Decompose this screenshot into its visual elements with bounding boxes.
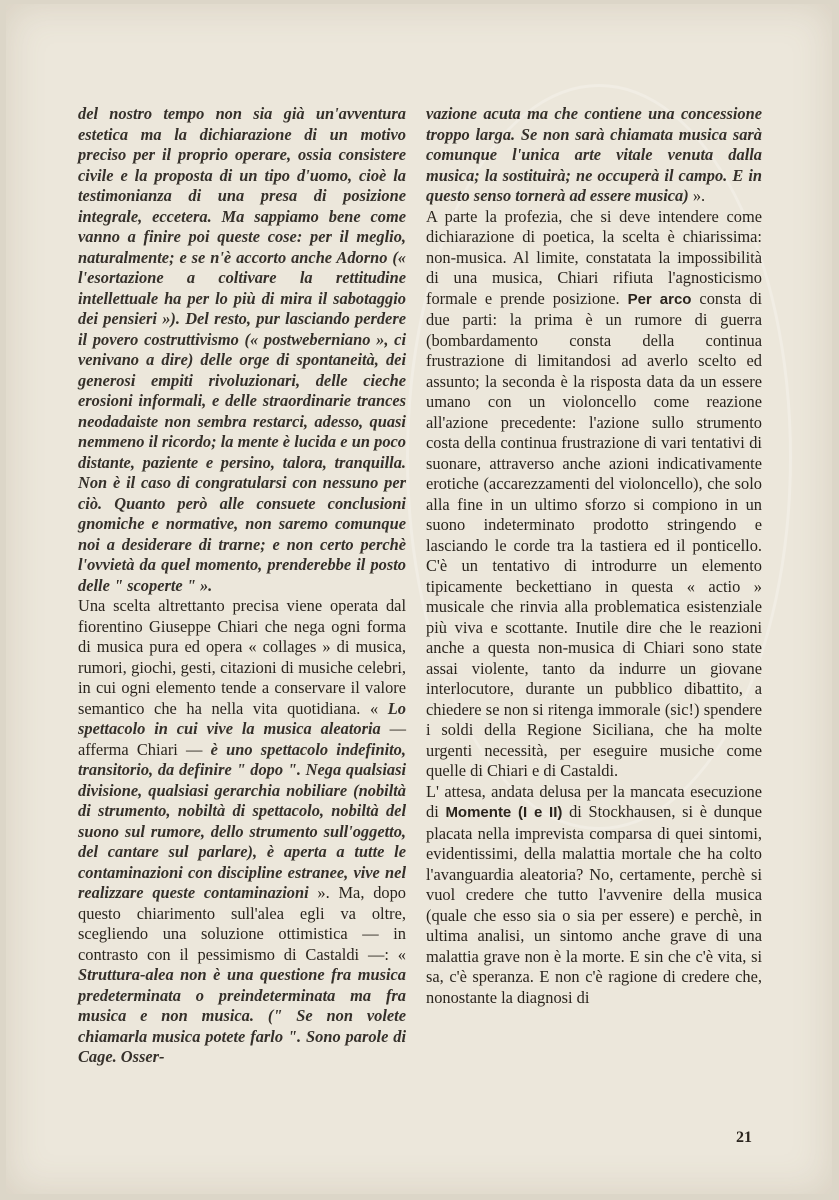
text-span: consta di due parti: la prima è un rumore di guerra (bombardamento consta della continua frustrazione di limitandosi ad averlo scelto ed assunto; la seconda è la risposta data da un essere umano con un violoncello come reazione all'azione precedente: l'azione sullo strumento costa della continua frustrazione di vari tentativi di suonare, attraverso anche azioni indicativamente erotiche (accarezzamenti del violoncello), che solo alla fine in un ultimo sforzo si compiono in un suono indeterminato prodotto stringendo e lasciando le corde tra la tastiera ed il ponticello. C'è un tentativo di introdurre un elemento tipicamente beckettiano in questa « actio » musicale che rinvia alla problematica esistenziale più viva e scottante. Inutile dire che le reazioni anche a questa non-musica di Chiari sono state assai violente, tanto da indurre un giovane interlocutore, durante un pubblico dibattito, a chiedere se non si ritenga immorale (sic!) spendere i soldi della Regione Siciliana, che ha molte urgenti necessità, per eseguire musiche come quelle di Chiari e di Castaldi. (426, 288, 762, 780)
text-span: A parte la profezia, che si deve intendere come dichiarazione di poetica, la scelta è chiarissima: non-musica. Al limite, constatata la impossibilità di una musica, Chiari rifiuta l'agnosticismo formale e prende posizione. (426, 206, 762, 308)
work-title: Momente (I e II) (445, 804, 563, 821)
quote-span: Lo spettacolo in cui vive la musica aleatoria (78, 698, 406, 738)
text-span: ». (688, 186, 706, 205)
right-column (426, 104, 762, 1008)
quote-span: vazione acuta ma che contiene una concessione troppo larga. Se non sarà chiamata musica sarà comunque l'unica arte vitale venuta dalla musica; la sostituirà; ne occuperà il campo. E in questo senso tornerà ad essere musica) (426, 104, 762, 205)
right-paragraph-3 (426, 782, 762, 1009)
right-paragraph-2 (426, 207, 762, 782)
quote-span: Struttura-alea non è una questione fra musica predeterminata o preindeterminata ma fra musica e non musica. (" Se non volete chiamarla musica potete farlo ". Sono parole di Cage. Osser- (78, 965, 406, 1066)
text-span: di Stockhausen, si è dunque placata nella imprevista comparsa di quei sintomi, evidentissimi, della malattia mortale che ha colto l'avanguardia aleatoria? No, certamente, perchè si vuol credere che tutto l'avvenire della musica (quale che esso sia o sia per essere) e perchè, in ultima analisi, un sintomo anche grave di una malattia grave non è la morte. E sin che c'è vita, si sa, c'è speranza. E non c'è ragione di credere che, nonostante la diagnosi di (426, 802, 762, 1007)
book-page (6, 4, 832, 1194)
text-span: L' attesa, andata delusa per la mancata esecuzione di (426, 781, 762, 821)
left-column (78, 104, 406, 1068)
left-paragraph-2 (78, 596, 406, 1068)
right-paragraph-1 (426, 104, 762, 207)
left-paragraph-1: del nostro tempo non sia già un'avventura estetica ma la dichiarazione di un motivo preciso per il proprio operare, ossia consistere civile e la proposta di un tipo d'uomo, cioè la testimonianza di una presa di posizione integrale, eccetera. Ma sappiamo bene come vanno a finire poi queste cose: per il meglio, naturalmente; e se n'è accorto anche Adorno (« l'esortazione a coltivare la rettitudine intellettuale ha per lo più di mira il sabotaggio dei pensieri »). Del resto, pur lasciando perdere il povero costruttivismo (« postweberniano », ci venivano a dire) delle orge di spontaneità, dei generosi empiti rivoluzionari, delle cieche erosioni informali, e delle straordinarie trances neodadaiste non sembra restarci, adesso, quasi nemmeno il ricordo; la mente è lucida e un poco distante, paziente e persino, talora, tranquilla. Non è il caso di congratularsi con nessuno per ciò. Quanto però alle consuete conclusioni gnomiche e normative, non saremo comunque noi a desiderare di trarne; e non certo perchè l'ovvietà da quel momento, prenderebbe il posto delle " scoperte " ». (78, 104, 406, 595)
text-span: ». Ma, dopo questo chiarimento sull'alea egli va oltre, scegliendo una soluzione ottimistica — in contrasto con il pessimismo di Castaldi —: « (78, 883, 406, 964)
work-title: Per arco (627, 290, 692, 308)
text-span: — afferma Chiari — (78, 719, 406, 759)
text-span: Una scelta altrettanto precisa viene operata dal fiorentino Giuseppe Chiari che nega ogni forma di musica pura ed opera « collages » di musica, rumori, giochi, gesti, citazioni di musiche celebri, in cui ogni elemento tende a conservare il valore semantico che ha nella vita quotidiana. « (78, 596, 406, 718)
quote-span: è uno spettacolo indefinito, transitorio, da definire " dopo ". Nega qualsiasi divisione, qualsiasi gerarchia nobiliare (nobiltà di strumento, nobiltà di spettacolo, nobiltà del suono sul rumore, dello strumento sull'oggetto, del cantare sul parlare), è aperta a tutte le contaminazioni con discipline estranee, vive nel realizzare queste contaminazioni (78, 739, 406, 902)
page-number: 21 (736, 1129, 752, 1146)
